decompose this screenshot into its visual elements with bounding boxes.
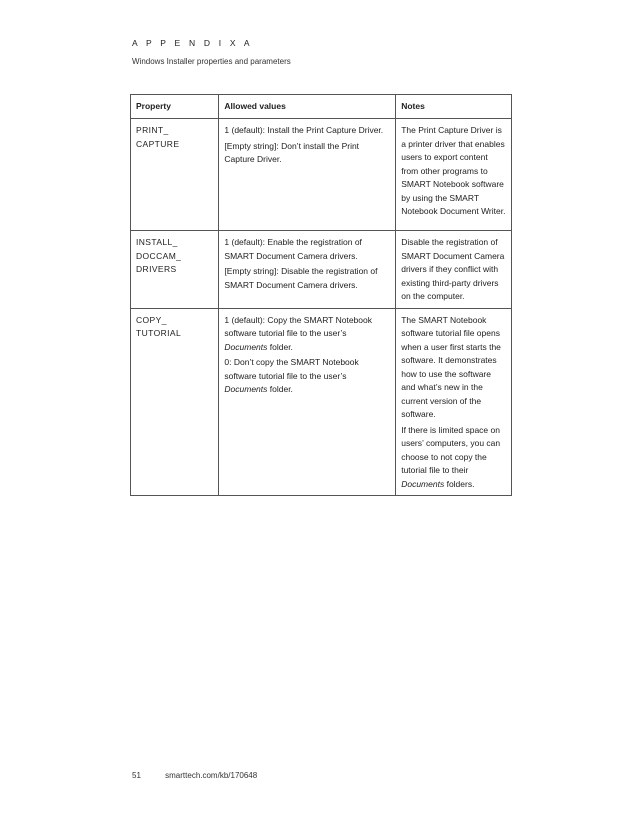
property-cell bbox=[131, 308, 219, 496]
column-header-property: Property bbox=[131, 95, 219, 119]
notes-cell bbox=[396, 119, 512, 231]
property-name-line: TUTORIAL bbox=[136, 328, 182, 338]
documents-folder-emphasis: Documents bbox=[224, 384, 268, 394]
property-name-line: CAPTURE bbox=[136, 138, 180, 149]
table-header-row bbox=[131, 95, 512, 119]
page-footer bbox=[132, 771, 257, 780]
allowed-value-text: folder. bbox=[267, 341, 293, 352]
documents-folder-emphasis: Documents bbox=[401, 478, 445, 489]
table-row bbox=[131, 231, 512, 309]
note-text: The SMART Notebook software tutorial file opens when a user first starts the software. It demonstrates how to use the software and what’s new in the current version of the software. bbox=[401, 314, 501, 419]
allowed-values-cell bbox=[219, 231, 396, 309]
note-text-part: folders. bbox=[444, 478, 475, 489]
note-text-part: If there is limited space on users’ computers, you can choose to not copy the tutorial file to their bbox=[401, 424, 501, 475]
page-number: 51 bbox=[132, 771, 141, 780]
documents-folder-emphasis: Documents bbox=[224, 341, 268, 352]
allowed-value-text: 0: Don’t copy the SMART Notebook software tutorial file to the user’s bbox=[224, 357, 359, 381]
table-row bbox=[131, 119, 512, 231]
appendix-heading: A P P E N D I X A bbox=[132, 38, 253, 48]
allowed-values-cell bbox=[219, 119, 396, 231]
property-name-line: COPY_ bbox=[136, 314, 167, 325]
property-name-line: DRIVERS bbox=[136, 264, 177, 274]
allowed-value-text: 1 (default): Copy the SMART Notebook software tutorial file to the user’s bbox=[224, 314, 372, 338]
column-header-allowed-values: Allowed values bbox=[219, 95, 396, 119]
section-subtitle: Windows Installer properties and parameters bbox=[132, 57, 291, 66]
property-cell bbox=[131, 231, 219, 309]
note-text bbox=[401, 424, 506, 492]
footer-url: smarttech.com/kb/170648 bbox=[165, 771, 258, 780]
property-name-line: DOCCAM_ bbox=[136, 250, 182, 261]
allowed-value bbox=[224, 315, 372, 352]
allowed-values-cell bbox=[219, 308, 396, 496]
allowed-value-text: folder. bbox=[267, 384, 293, 394]
allowed-value bbox=[224, 356, 390, 397]
notes-cell bbox=[396, 231, 512, 309]
allowed-value: [Empty string]: Don’t install the Print Capture Driver. bbox=[224, 140, 360, 164]
note-text: The Print Capture Driver is a printer driver that enables users to export content from other programs to SMART Notebook software by using the SMART Notebook Document Writer. bbox=[401, 125, 506, 216]
property-name-line: INSTALL_ bbox=[136, 237, 178, 247]
allowed-value: 1 (default): Install the Print Capture Driver. bbox=[224, 125, 384, 135]
property-cell bbox=[131, 119, 219, 231]
table-row bbox=[131, 308, 512, 496]
allowed-value: 1 (default): Enable the registration of SMART Document Camera drivers. bbox=[224, 237, 362, 261]
allowed-value: [Empty string]: Disable the registration of SMART Document Camera drivers. bbox=[224, 266, 378, 290]
property-name-line: PRINT_ bbox=[136, 125, 169, 135]
properties-table bbox=[130, 94, 512, 496]
notes-cell bbox=[396, 308, 512, 496]
column-header-notes: Notes bbox=[396, 95, 512, 119]
note-text: Disable the registration of SMART Document Camera drivers if they conflict with existing third-party drivers on the computer. bbox=[401, 237, 505, 301]
